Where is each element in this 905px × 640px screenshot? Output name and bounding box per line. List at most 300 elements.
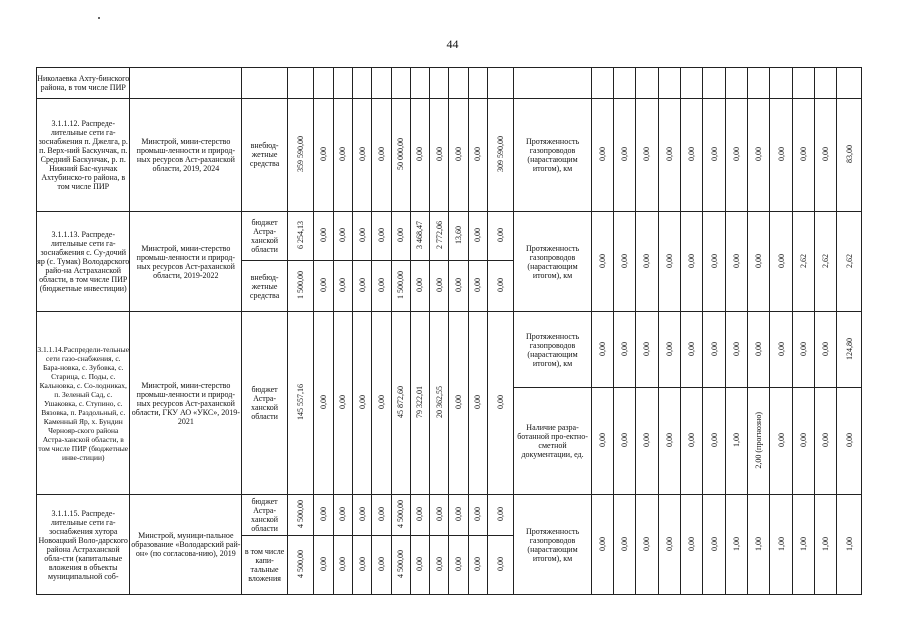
target-cell — [658, 495, 680, 595]
value-cell — [391, 261, 410, 312]
target-cell-text: 1,00 — [821, 536, 831, 551]
target-cell-text: 0,00 — [821, 146, 831, 161]
value-cell — [410, 535, 429, 594]
item-name: 3.1.1.14.Распредели-тельные сети газо-снабжения, с. Бара-новка, с. Зубовка, с. Старица, с. Поды, с. Кальновка, с. Со-лодниках, п. Зеленый Сад, с. Ушаковка, с. Ступино, с. Вязовка, п. Раздольный, с. Каменный Яр, х. Бундин Чернояр-ского района Астра-ханской области, в том числе ПИР (бюджетные инве-стиции) — [37, 344, 130, 462]
value-cell — [468, 261, 487, 312]
value-cell — [287, 212, 313, 261]
table-row — [37, 98, 862, 212]
target-cell-text: 0,00 — [709, 536, 719, 551]
value-cell-text: 0,00 — [496, 278, 506, 293]
target-cell-text: 0,00 — [642, 146, 652, 161]
target-cell — [636, 388, 658, 495]
value-cell — [333, 535, 352, 594]
table-row — [37, 495, 862, 536]
value-cell-text: 0,00 — [415, 507, 425, 522]
target-cell — [613, 388, 635, 495]
indicator-text: Наличие разра-ботанной про-ектно-сметной документации, ед. — [517, 423, 588, 460]
target-cell-text: 0,00 — [709, 253, 719, 268]
target-cell-text: 1,00 — [776, 536, 786, 551]
target-cell-text: 0,00 — [642, 433, 652, 448]
target-cell — [815, 495, 837, 595]
empty-cell — [725, 68, 747, 99]
value-cell-text: 0,00 — [473, 146, 483, 161]
value-cell-text: 1 500,00 — [296, 271, 306, 300]
target-cell-text: 0,00 — [642, 341, 652, 356]
target-cell — [613, 98, 635, 212]
funding-source-cell — [242, 535, 288, 594]
funding-source-cell — [242, 261, 288, 312]
value-cell-text: 0,00 — [434, 146, 444, 161]
value-cell — [430, 212, 449, 261]
target-cell — [770, 388, 792, 495]
target-cell-text: 0,00 — [620, 146, 630, 161]
empty-cell — [130, 68, 242, 99]
target-cell-text: 0,00 — [798, 433, 808, 448]
target-cell — [792, 98, 814, 212]
value-cell-text: 0,00 — [338, 278, 348, 293]
indicator-cell — [514, 212, 591, 312]
value-cell — [468, 535, 487, 594]
empty-cell — [591, 68, 613, 99]
empty-cell — [514, 68, 591, 99]
target-cell-text: 0,00 — [731, 253, 741, 268]
target-cell-text: 0,00 — [687, 253, 697, 268]
target-cell-text: 0,00 — [664, 341, 674, 356]
value-cell-text: 20 362,55 — [434, 386, 444, 419]
scan-speck — [98, 17, 100, 19]
empty-cell — [372, 68, 391, 99]
value-cell — [391, 535, 410, 594]
target-cell-text: 0,00 — [620, 433, 630, 448]
target-cell — [636, 212, 658, 312]
value-cell-text: 0,00 — [415, 278, 425, 293]
target-cell — [636, 98, 658, 212]
value-cell-text: 0,00 — [415, 556, 425, 571]
target-cell-text: 0,00 — [709, 146, 719, 161]
value-cell — [287, 98, 313, 212]
responsible-text: Минстрой, мини-стерство промыш-ленности и природ-ных ресурсов Аст-раханской области, 2019-2022 — [136, 243, 236, 280]
target-cell-text: 0,00 — [597, 253, 607, 268]
target-cell-text: 2,62 — [844, 253, 854, 268]
value-cell — [372, 535, 391, 594]
value-cell-text: 0,00 — [434, 507, 444, 522]
target-cell-text: 0,00 — [844, 433, 854, 448]
target-cell-text: 0,00 — [776, 433, 786, 448]
target-cell-text: 0,00 — [642, 253, 652, 268]
item-name-cell — [37, 495, 130, 595]
value-cell-text: 0,00 — [318, 228, 328, 243]
value-cell — [430, 261, 449, 312]
item-name: 3.1.1.12. Распреде-лительные сети га-зоснабжения п. Джелга, р. п. Верх-ний Баскунчак, п. Средний Баскунчак, р. п. Нижний Бас-кунчак Ахтубинско-го района, в том числе ПИР — [38, 118, 128, 191]
target-cell — [748, 98, 770, 212]
target-cell — [837, 98, 862, 212]
table-row — [37, 212, 862, 261]
value-cell-text: 0,00 — [376, 146, 386, 161]
target-cell-text: 124,80 — [844, 337, 854, 360]
target-cell-text: 0,00 — [664, 253, 674, 268]
value-cell-text: 0,00 — [454, 278, 464, 293]
empty-cell — [770, 68, 792, 99]
target-cell-text: 1,00 — [731, 536, 741, 551]
target-cell-text: 1,00 — [798, 536, 808, 551]
target-cell — [770, 98, 792, 212]
target-cell — [636, 495, 658, 595]
target-cell — [703, 312, 725, 388]
target-cell-text: 0,00 — [709, 341, 719, 356]
target-cell-text: 0,00 — [597, 146, 607, 161]
value-cell — [314, 535, 333, 594]
target-cell — [837, 495, 862, 595]
value-cell — [430, 495, 449, 536]
table-body — [37, 68, 862, 595]
value-cell-text: 13,60 — [454, 226, 464, 245]
value-cell-text: 0,00 — [376, 278, 386, 293]
empty-cell — [658, 68, 680, 99]
item-name-cell — [37, 312, 130, 495]
value-cell — [449, 212, 468, 261]
target-cell-text: 1,00 — [844, 536, 854, 551]
target-cell-text: 0,00 — [642, 536, 652, 551]
responsible-text: Минстрой, мини-стерство промыш-ленности и природ-ных ресурсов Аст-раханской области, ГКУ АО «УКС», 2019-2021 — [131, 380, 240, 426]
value-cell-text: 50 000,00 — [396, 137, 406, 170]
empty-cell — [703, 68, 725, 99]
value-cell — [372, 212, 391, 261]
value-cell-text: 309 590,00 — [496, 135, 506, 172]
value-cell — [314, 98, 333, 212]
target-cell-text: 0,00 — [620, 536, 630, 551]
empty-cell — [430, 68, 449, 99]
value-cell-text: 0,00 — [318, 278, 328, 293]
target-cell — [725, 388, 747, 495]
target-cell — [770, 212, 792, 312]
target-cell — [658, 312, 680, 388]
target-cell — [837, 212, 862, 312]
value-cell-text: 0,00 — [454, 395, 464, 410]
responsible-text: Минстрой, мини-стерство промыш-ленности и природ-ных ресурсов Аст-раханской области, 2019, 2024 — [136, 136, 236, 173]
empty-cell — [242, 68, 288, 99]
target-cell-text: 0,00 — [597, 341, 607, 356]
item-name: Николаевка Ахту-бинского района, в том числе ПИР — [37, 73, 130, 92]
target-cell-text: 0,00 — [620, 253, 630, 268]
value-cell-text: 0,00 — [318, 146, 328, 161]
indicator-text: Протяженность газопроводов (нарастающим итогом), км — [525, 136, 580, 173]
target-cell — [815, 98, 837, 212]
responsible-cell — [130, 495, 242, 595]
target-cell — [613, 495, 635, 595]
value-cell-text: 0,00 — [473, 228, 483, 243]
target-cell — [748, 495, 770, 595]
value-cell-text: 0,00 — [357, 395, 367, 410]
value-cell-text: 0,00 — [357, 556, 367, 571]
value-cell-text: 359 590,00 — [296, 135, 306, 172]
empty-cell — [314, 68, 333, 99]
value-cell-text: 0,00 — [376, 556, 386, 571]
value-cell-text: 0,00 — [434, 278, 444, 293]
value-cell-text: 0,00 — [357, 228, 367, 243]
funding-source: внебюд-жетные средства — [249, 272, 280, 300]
value-cell-text: 4 500,00 — [396, 500, 406, 529]
item-name-cell — [37, 212, 130, 312]
value-cell-text: 0,00 — [318, 507, 328, 522]
value-cell-text: 0,00 — [338, 228, 348, 243]
target-cell-text: 0,00 — [798, 341, 808, 356]
target-cell-text: 0,00 — [754, 253, 764, 268]
empty-cell — [287, 68, 313, 99]
value-cell — [488, 495, 514, 536]
indicator-text: Протяженность газопроводов (нарастающим итогом), км — [525, 243, 580, 280]
responsible-cell — [130, 212, 242, 312]
value-cell-text: 0,00 — [496, 507, 506, 522]
value-cell — [314, 312, 333, 495]
value-cell-text: 2 772,06 — [434, 221, 444, 250]
target-cell-text: 0,00 — [731, 341, 741, 356]
target-cell-text: 0,00 — [776, 146, 786, 161]
value-cell-text: 0,00 — [454, 507, 464, 522]
value-cell — [449, 535, 468, 594]
responsible-cell — [130, 312, 242, 495]
target-cell-text: 2,00 (прогнозно) — [754, 412, 764, 469]
value-cell-text: 0,00 — [473, 556, 483, 571]
item-name: 3.1.1.13. Распреде-лительные сети га-зоснабжения с. Су-дочий яр (с. Тумак) Володарского райо-на Астраханской области, в том числе ПИР (бюджетные инвестиции) — [37, 230, 130, 294]
target-cell — [748, 312, 770, 388]
value-cell — [468, 98, 487, 212]
value-cell — [314, 261, 333, 312]
target-cell-text: 0,00 — [687, 536, 697, 551]
target-cell — [681, 212, 703, 312]
table-row — [37, 312, 862, 388]
value-cell-text: 0,00 — [338, 556, 348, 571]
value-cell-text: 4 500,00 — [396, 549, 406, 578]
funding-source: бюджет Астра-ханской области — [251, 385, 279, 422]
target-cell-text: 0,00 — [776, 341, 786, 356]
value-cell — [314, 212, 333, 261]
value-cell-text: 0,00 — [473, 507, 483, 522]
item-name-cell — [37, 98, 130, 212]
value-cell-text: 0,00 — [376, 507, 386, 522]
value-cell-text: 0,00 — [496, 395, 506, 410]
value-cell — [287, 535, 313, 594]
target-cell — [658, 212, 680, 312]
value-cell — [287, 261, 313, 312]
target-cell — [792, 495, 814, 595]
funding-source: внебюд-жетные средства — [249, 141, 280, 169]
value-cell — [430, 312, 449, 495]
value-cell — [449, 261, 468, 312]
target-cell — [613, 312, 635, 388]
value-cell-text: 3 468,47 — [415, 221, 425, 250]
value-cell — [488, 261, 514, 312]
target-cell-text: 0,00 — [664, 433, 674, 448]
value-cell — [468, 212, 487, 261]
empty-cell — [837, 68, 862, 99]
table-row — [37, 68, 862, 99]
value-cell — [333, 261, 352, 312]
value-cell-text: 0,00 — [396, 228, 406, 243]
target-cell-text: 0,00 — [687, 433, 697, 448]
empty-cell — [488, 68, 514, 99]
item-name: 3.1.1.15. Распреде-лительные сети га-зоснабжения хутора Новоацкий Воло-дарского района Астраханской обла-сти (капитальные вложения в объекты муниципальной соб- — [38, 508, 128, 581]
value-cell — [333, 312, 352, 495]
value-cell — [449, 495, 468, 536]
target-cell — [792, 388, 814, 495]
target-cell — [681, 495, 703, 595]
target-cell-text: 0,00 — [664, 536, 674, 551]
page-number: 44 — [446, 37, 459, 51]
funding-source-cell — [242, 212, 288, 261]
target-cell-text: 83,00 — [844, 144, 854, 163]
value-cell — [372, 261, 391, 312]
value-cell-text: 45 872,60 — [396, 386, 406, 419]
target-cell — [748, 212, 770, 312]
target-cell — [837, 388, 862, 495]
target-cell-text: 0,00 — [687, 146, 697, 161]
target-cell — [591, 495, 613, 595]
empty-cell — [391, 68, 410, 99]
item-name-cell — [37, 68, 130, 99]
value-cell-text: 0,00 — [454, 556, 464, 571]
value-cell-text: 0,00 — [434, 556, 444, 571]
target-cell — [658, 98, 680, 212]
value-cell — [314, 495, 333, 536]
target-cell — [591, 212, 613, 312]
target-cell — [792, 212, 814, 312]
value-cell-text: 0,00 — [376, 228, 386, 243]
target-cell — [703, 495, 725, 595]
value-cell-text: 0,00 — [496, 228, 506, 243]
value-cell-text: 79 322,01 — [415, 386, 425, 419]
value-cell-text: 1 500,00 — [396, 271, 406, 300]
target-cell-text: 0,00 — [776, 253, 786, 268]
indicator-cell — [514, 312, 591, 388]
target-cell-text: 2,62 — [821, 253, 831, 268]
value-cell-text: 0,00 — [357, 507, 367, 522]
value-cell — [287, 312, 313, 495]
funding-source-cell — [242, 98, 288, 212]
value-cell — [430, 535, 449, 594]
value-cell — [410, 212, 429, 261]
value-cell-text: 0,00 — [318, 395, 328, 410]
value-cell — [488, 98, 514, 212]
value-cell — [410, 261, 429, 312]
target-cell-text: 0,00 — [821, 341, 831, 356]
target-cell — [725, 495, 747, 595]
target-cell — [703, 212, 725, 312]
value-cell — [449, 98, 468, 212]
empty-cell — [792, 68, 814, 99]
empty-cell — [613, 68, 635, 99]
target-cell — [613, 212, 635, 312]
target-cell — [770, 312, 792, 388]
empty-cell — [468, 68, 487, 99]
target-cell-text: 0,00 — [731, 146, 741, 161]
value-cell-text: 0,00 — [473, 278, 483, 293]
funding-source-cell — [242, 312, 288, 495]
target-cell — [703, 388, 725, 495]
indicator-cell — [514, 98, 591, 212]
value-cell-text: 0,00 — [338, 146, 348, 161]
target-cell — [792, 312, 814, 388]
value-cell — [372, 495, 391, 536]
target-cell — [658, 388, 680, 495]
target-cell-text: 2,62 — [798, 253, 808, 268]
value-cell-text: 0,00 — [357, 146, 367, 161]
value-cell-text: 0,00 — [454, 146, 464, 161]
value-cell — [410, 495, 429, 536]
responsible-text: Минстрой, муници-пальное образование «Володарский рай-он» (по согласова-нию), 2019 — [131, 531, 241, 559]
empty-cell — [748, 68, 770, 99]
value-cell — [333, 98, 352, 212]
indicator-cell — [514, 388, 591, 495]
value-cell-text: 0,00 — [473, 395, 483, 410]
target-cell-text: 0,00 — [754, 341, 764, 356]
value-cell-text: 145 557,16 — [296, 384, 306, 421]
target-cell — [815, 212, 837, 312]
value-cell — [333, 212, 352, 261]
funding-source: бюджет Астра-ханской области — [251, 497, 279, 534]
target-cell-text: 0,00 — [709, 433, 719, 448]
value-cell — [352, 535, 371, 594]
value-cell-text: 6 254,13 — [296, 221, 306, 250]
value-cell — [352, 261, 371, 312]
empty-cell — [449, 68, 468, 99]
target-cell-text: 0,00 — [798, 146, 808, 161]
target-cell — [591, 312, 613, 388]
target-cell — [591, 98, 613, 212]
value-cell — [391, 495, 410, 536]
value-cell-text: 4 500,00 — [296, 549, 306, 578]
value-cell-text: 0,00 — [357, 278, 367, 293]
value-cell — [430, 98, 449, 212]
value-cell-text: 0,00 — [415, 146, 425, 161]
funding-source-cell — [242, 495, 288, 536]
empty-cell — [333, 68, 352, 99]
target-cell-text: 0,00 — [821, 433, 831, 448]
target-cell — [770, 495, 792, 595]
target-cell-text: 0,00 — [620, 341, 630, 356]
target-cell — [748, 388, 770, 495]
empty-cell — [410, 68, 429, 99]
indicator-text: Протяженность газопроводов (нарастающим итогом), км — [525, 331, 580, 368]
value-cell — [372, 98, 391, 212]
empty-cell — [636, 68, 658, 99]
target-cell — [837, 312, 862, 388]
value-cell — [391, 312, 410, 495]
value-cell — [352, 495, 371, 536]
value-cell-text: 0,00 — [496, 556, 506, 571]
value-cell — [410, 98, 429, 212]
target-cell — [636, 312, 658, 388]
value-cell-text: 0,00 — [338, 395, 348, 410]
value-cell — [449, 312, 468, 495]
empty-cell — [352, 68, 371, 99]
value-cell-text: 0,00 — [318, 556, 328, 571]
value-cell — [468, 495, 487, 536]
value-cell — [391, 98, 410, 212]
target-cell — [681, 98, 703, 212]
funding-source: в том числе капи-тальные вложения — [244, 546, 285, 583]
target-cell — [681, 312, 703, 388]
value-cell — [468, 312, 487, 495]
target-cell — [815, 388, 837, 495]
responsible-cell — [130, 98, 242, 212]
target-cell — [725, 98, 747, 212]
target-cell — [725, 312, 747, 388]
value-cell — [488, 535, 514, 594]
empty-cell — [681, 68, 703, 99]
value-cell — [410, 312, 429, 495]
target-cell-text: 0,00 — [597, 433, 607, 448]
value-cell — [372, 312, 391, 495]
